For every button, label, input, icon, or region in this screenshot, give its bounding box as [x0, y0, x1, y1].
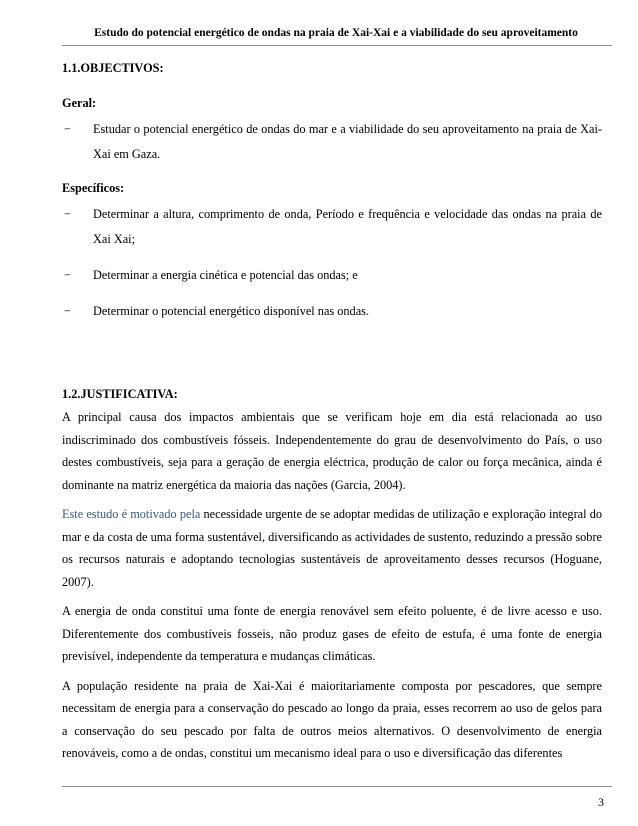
page-content: [62, 58, 602, 765]
paragraph-lead-text: Este estudo é motivado pela: [62, 507, 201, 521]
justification-paragraph: A população residente na praia de Xai-Xai é maioritariamente composta por pescadores, que sempre necessitam de energia para a conservação do pescado ao longo da praia, esses recorrem ao uso de gelos para a conservação do seu pescado por falta de outros meios alternativos. O desenvolvimento de energia renováveis, como a de ondas, constitui um mecanismo ideal para o uso e diversificação das diferentes: [62, 678, 602, 760]
justification-heading: 1.2.JUSTIFICATIVA:: [62, 387, 178, 401]
objectives-heading: 1.1.OBJECTIVOS:: [62, 61, 164, 75]
justification-paragraph: A principal causa dos impactos ambientais que se verificam hoje em dia está relacionada ao uso indiscriminado dos combustíveis fósseis. Independentemente do grau de desenvolvimento do País, o uso destes combustíveis, seja para a geração de energia eléctrica, produção de calor ou força mecânica, ainda é dominante na matriz energética da maioria das nações (Garcia, 2004).: [62, 410, 602, 492]
page-number: 3: [598, 795, 604, 809]
dash-bullet-icon: −: [64, 122, 71, 136]
specific-objective-item: − Determinar a energia cinética e potencial das ondas; e: [62, 263, 602, 288]
dash-bullet-icon: −: [64, 304, 71, 318]
justification-paragraph: Este estudo é motivado pela necessidade urgente de se adoptar medidas de utilização e exploração integral do mar e da costa de uma forma sustentável, diversificando as actividades de sustento, reduzindo a pressão sobre os recursos naturais e adoptando tecnologias sustentáveis de aproveitamento desses recursos (Hoguane, 2007).: [62, 507, 603, 589]
general-objective-item: − Estudar o potencial energético de ondas do mar e a viabilidade do seu aproveitamento na praia de Xai-Xai em Gaza.: [62, 117, 602, 167]
running-header: Estudo do potencial energético de ondas na praia de Xai-Xai e a viabilidade do seu aproveitamento: [94, 27, 578, 39]
footer-rule: [62, 786, 612, 787]
specific-objective-item: − Determinar a altura, comprimento de onda, Período e frequência e velocidade das ondas na praia de Xai Xai;: [62, 202, 602, 252]
header-rule: [62, 45, 612, 46]
justification-paragraph: A energia de onda constitui uma fonte de energia renovável sem efeito poluente, é de livre acesso e uso. Diferentemente dos combustíveis fosseis, não produz gases de efeito de estufa, é uma fonte de energia previsível, independente da temperatura e mudanças climáticas.: [62, 604, 602, 663]
specific-objective-item: − Determinar o potencial energético disponível nas ondas.: [62, 299, 602, 324]
general-label: Geral:: [62, 96, 97, 110]
specific-label: Específicos:: [62, 181, 125, 195]
dash-bullet-icon: −: [64, 268, 71, 282]
dash-bullet-icon: −: [64, 207, 71, 221]
